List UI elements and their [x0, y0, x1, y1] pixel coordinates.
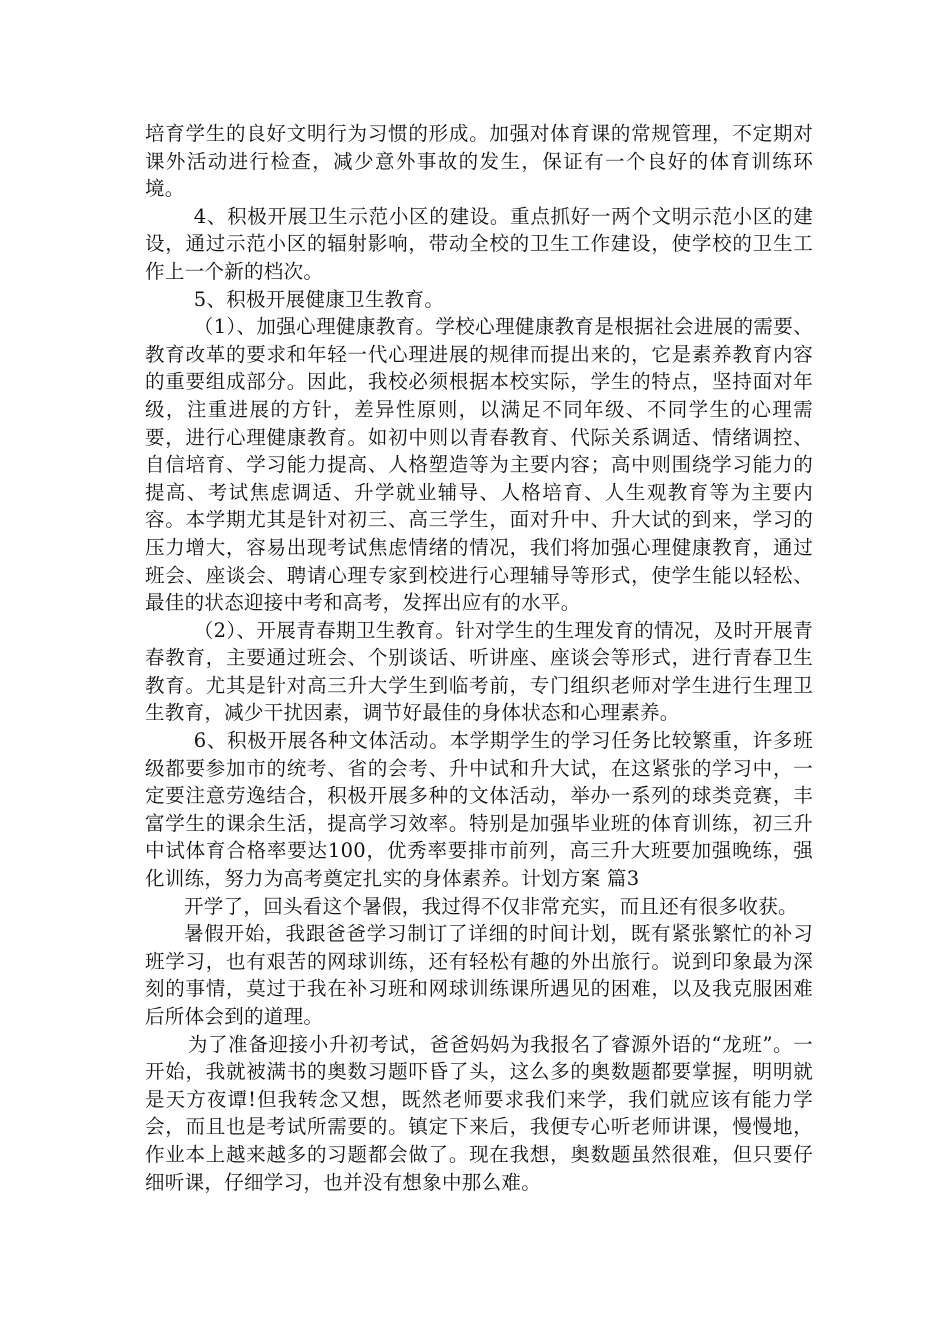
paragraph-6: 6、积极开展各种文体活动。本学期学生的学习任务比较繁重，许多班级都要参加市的统考、省的会考、升中试和升大试，在这紧张的学习中，一定要注意劳逸结合，积极开展多种的文体活动，举办一系列的球类竞赛，丰富学生的课余生活，提高学习效率。特别是加强毕业班的体育训练，初三升中试体育合格率要达100，优秀率要排市前列，高三升大班要加强晚练，强化训练，努力为高考奠定扎实的身体素养。计划方案 篇3: [145, 729, 813, 891]
document-body: [145, 120, 813, 1196]
paragraph-3: 5、积极开展健康卫生教育。: [193, 287, 445, 311]
paragraph-2: 4、积极开展卫生示范小区的建设。重点抓好一两个文明示范小区的建设，通过示范小区的辐射影响，带动全校的卫生工作建设，使学校的卫生工作上一个新的档次。: [145, 204, 813, 283]
paragraph-7: 开学了，回头看这个暑假，我过得不仅非常充实，而且还有很多收获。: [184, 894, 798, 918]
paragraph-5: （2）、开展青春期卫生教育。针对学生的生理发育的情况，及时开展青春教育，主要通过班会、个别谈话、听讲座、座谈会等形式，进行青春卫生教育。尤其是针对高三升大学生到临考前，专门组织老师对学生进行生理卫生教育，减少干扰因素，调节好最佳的身体状态和心理素养。: [145, 618, 813, 725]
paragraph-9: 为了准备迎接小升初考试，爸爸妈妈为我报名了睿源外语的“龙班”。一开始，我就被满书的奥数习题吓昏了头，这么多的奥数题都要掌握，明明就是天方夜谭!但我转念又想，既然老师要求我们来学，我们就应该有能力学会，而且也是考试所需要的。镇定下来后，我便专心听老师讲课，慢慢地，作业本上越来越多的习题都会做了。现在我想，奥数题虽然很难，但只要仔细听课，仔细学习，也并没有想象中那么难。: [145, 1032, 813, 1194]
paragraph-8: 暑假开始，我跟爸爸学习制订了详细的时间计划，既有紧张繁忙的补习班学习，也有艰苦的网球训练，还有轻松有趣的外出旅行。说到印象最为深刻的事情，莫过于我在补习班和网球训练课所遇见的困难，以及我克服困难后所体会到的道理。: [145, 922, 813, 1028]
paragraph-1: 培育学生的良好文明行为习惯的形成。加强对体育课的常规管理，不定期对课外活动进行检查，减少意外事故的发生，保证有一个良好的体育训练环境。: [145, 122, 813, 201]
paragraph-4: （1）、加强心理健康教育。学校心理健康教育是根据社会进展的需要、教育改革的要求和年轻一代心理进展的规律而提出来的，它是素养教育内容的重要组成部分。因此，我校必须根据本校实际，学生的特点，坚持面对年级，注重进展的方针，差异性原则，以满足不同年级、不同学生的心理需要，进行心理健康教育。如初中则以青春教育、代际关系调适、情绪调控、自信培育、学习能力提高、人格塑造等为主要内容；高中则围绕学习能力的提高、考试焦虑调适、升学就业辅导、人格培育、人生观教育等为主要内容。本学期尤其是针对初三、高三学生，面对升中、升大试的到来，学习的压力增大，容易出现考试焦虑情绪的情况，我们将加强心理健康教育，通过班会、座谈会、聘请心理专家到校进行心理辅导等形式，使学生能以轻松、最佳的状态迎接中考和高考，发挥出应有的水平。: [145, 315, 813, 615]
